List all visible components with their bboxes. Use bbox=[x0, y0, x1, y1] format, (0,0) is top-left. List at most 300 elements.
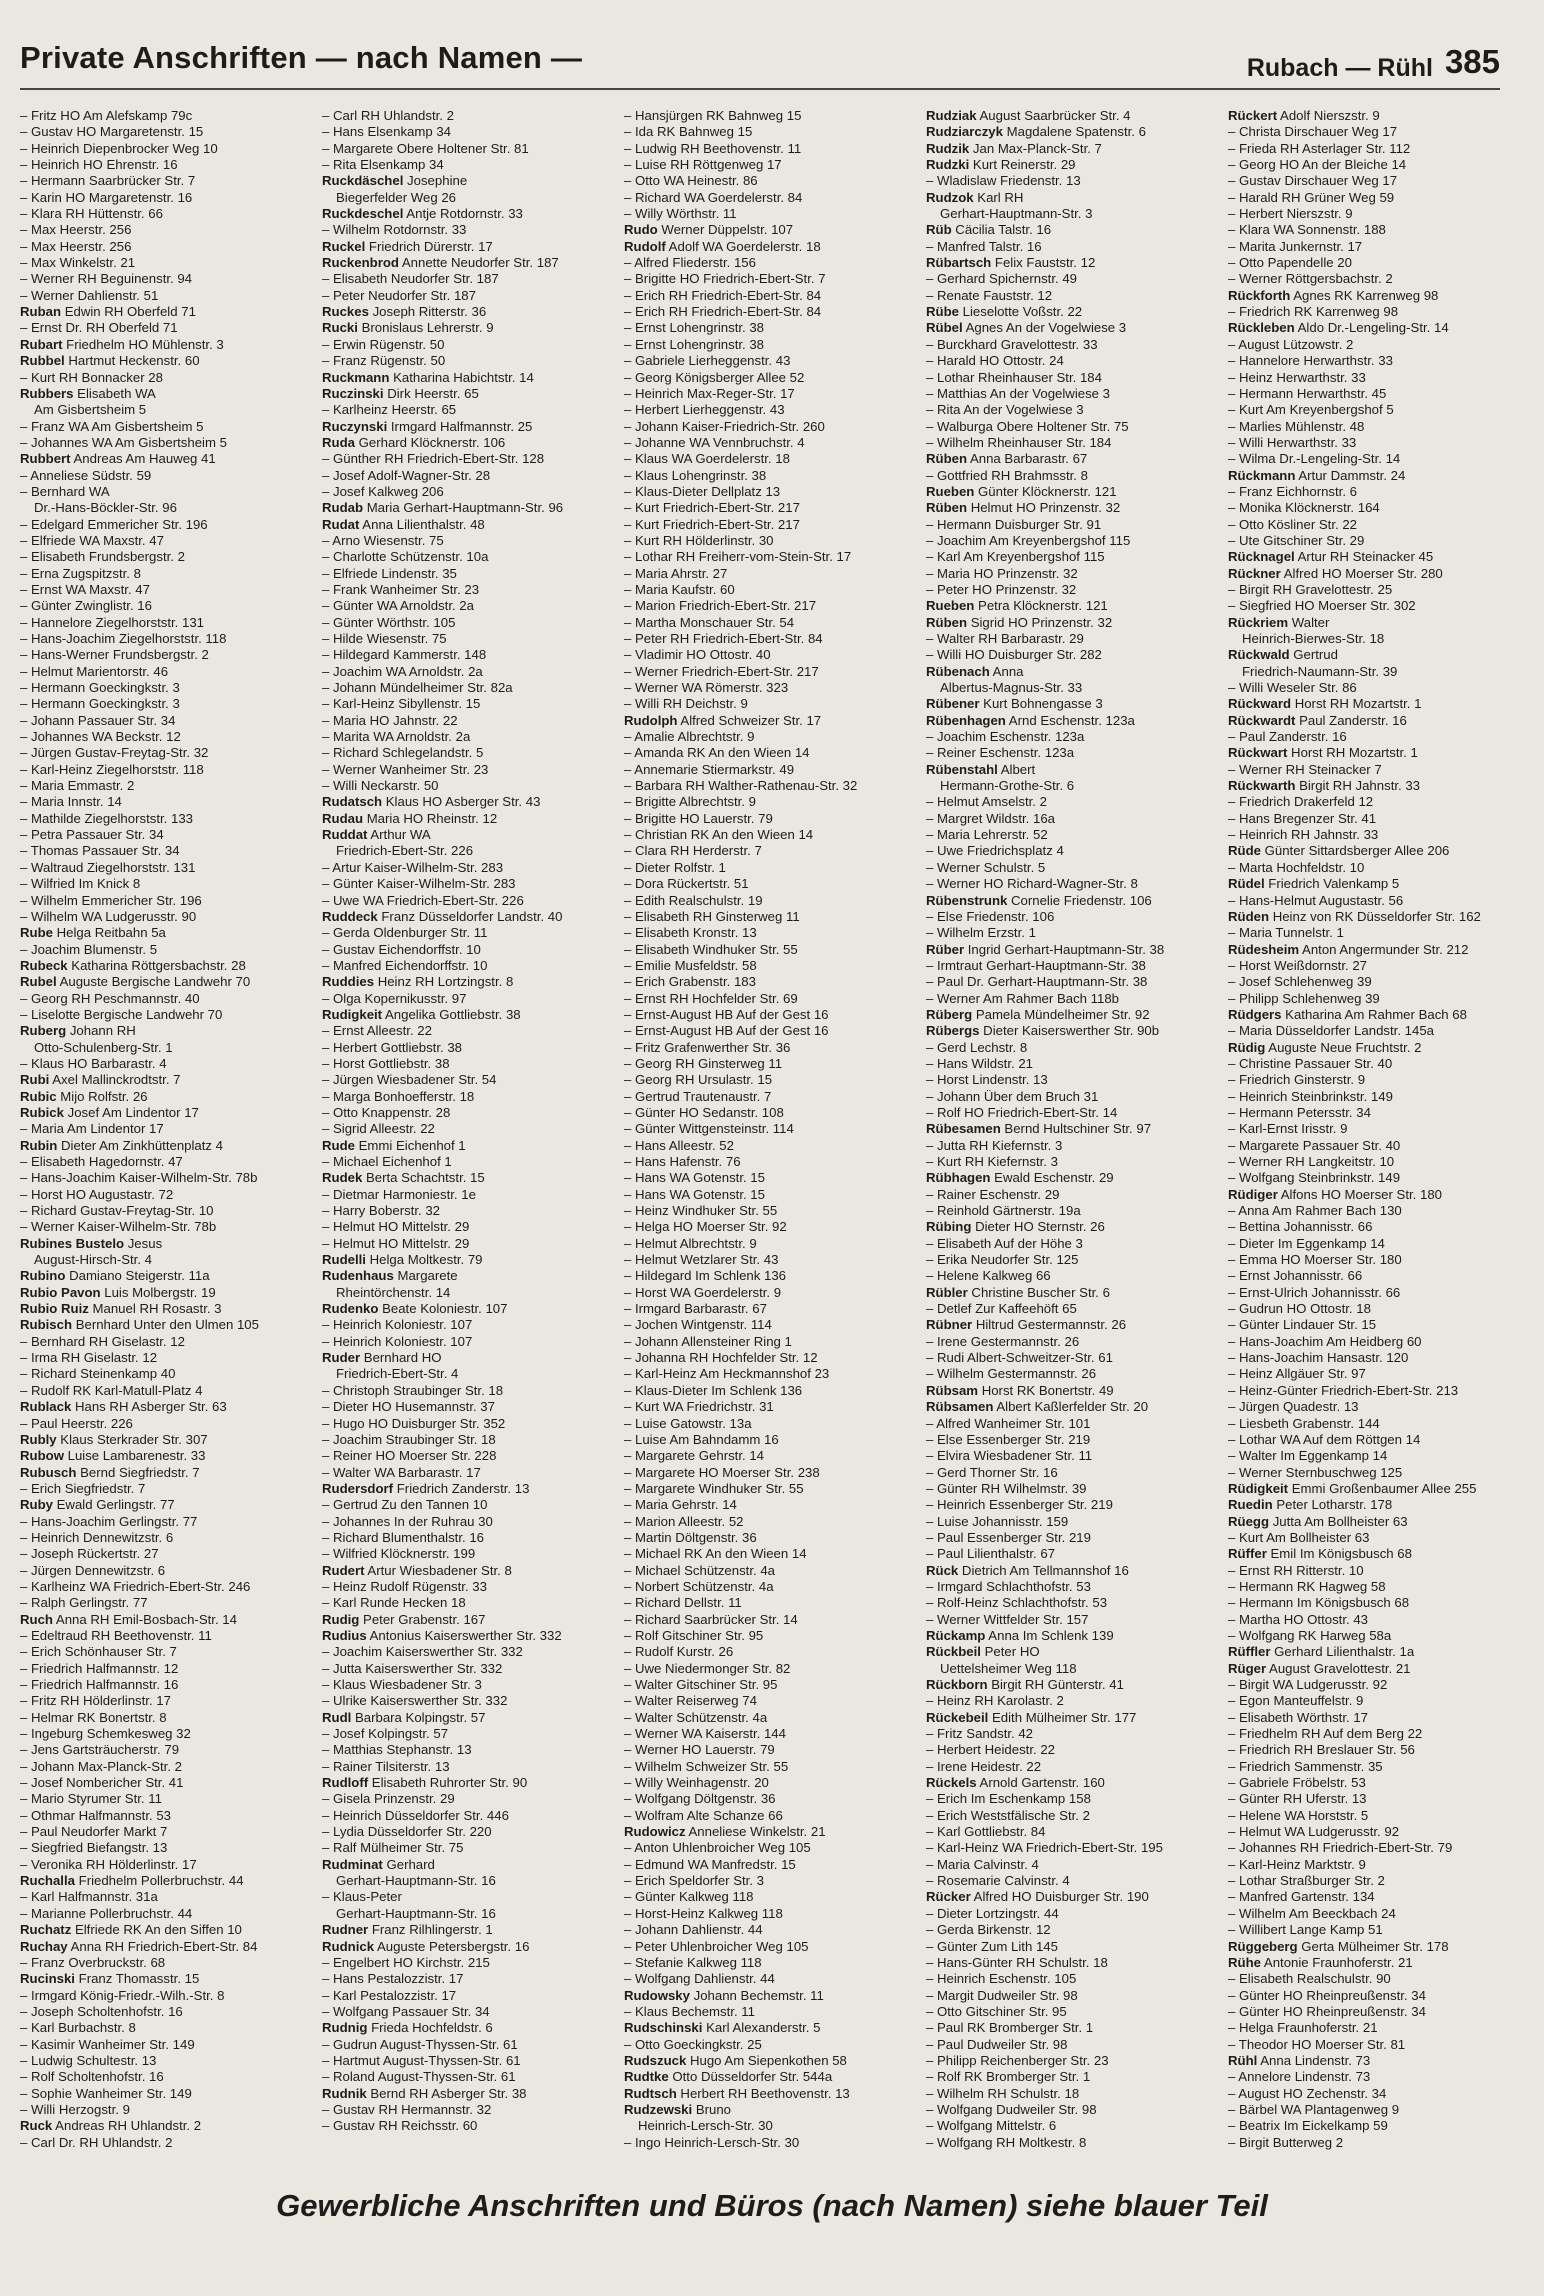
directory-entry: – Wolfgang RK Harweg 58a bbox=[1228, 1628, 1520, 1644]
directory-entry: – Klara WA Sonnenstr. 188 bbox=[1228, 222, 1520, 238]
directory-entry: – Heinrich Koloniestr. 107 bbox=[322, 1334, 614, 1350]
directory-entry: – Willi Herwarthstr. 33 bbox=[1228, 435, 1520, 451]
directory-entry: Ruchalla Friedhelm Pollerbruchstr. 44 bbox=[20, 1873, 244, 1889]
directory-entry: Rückels Arnold Gartenstr. 160 bbox=[926, 1775, 1105, 1791]
directory-entry: Rüben Anna Barbarastr. 67 bbox=[926, 451, 1088, 467]
directory-entry: Otto-Schulenberg-Str. 1 bbox=[34, 1039, 173, 1055]
directory-entry: – Alfred Fliederstr. 156 bbox=[624, 255, 916, 271]
directory-entry: – Brigitte Albrechtstr. 9 bbox=[624, 794, 916, 810]
directory-entry: – Rita An der Vogelwiese 3 bbox=[926, 402, 1218, 418]
directory-entry: Rübsam Horst RK Bonertstr. 49 bbox=[926, 1382, 1114, 1398]
directory-entry: – Margret Wildstr. 16a bbox=[926, 811, 1218, 827]
directory-entry: – Irene Gestermannstr. 26 bbox=[926, 1334, 1218, 1350]
directory-entry: – Matthias An der Vogelwiese 3 bbox=[926, 386, 1218, 402]
directory-entry: – Karl-Heinz Ziegelhorststr. 118 bbox=[20, 762, 312, 778]
directory-entry: – Hans-Joachim Hansastr. 120 bbox=[1228, 1350, 1520, 1366]
header-rule bbox=[20, 88, 1500, 90]
directory-entry: – Erika Neudorfer Str. 125 bbox=[926, 1252, 1218, 1268]
directory-entry: Rubeck Katharina Röttgersbachstr. 28 bbox=[20, 957, 246, 973]
directory-entry: Ruczynski Irmgard Halfmannstr. 25 bbox=[322, 418, 533, 434]
directory-entry: – Wilfried Klöcknerstr. 199 bbox=[322, 1546, 614, 1562]
directory-entry: – Peter RH Friedrich-Ebert-Str. 84 bbox=[624, 631, 916, 647]
directory-entry: Ruban Edwin RH Oberfeld 71 bbox=[20, 304, 196, 320]
directory-entry: Rübartsch Felix Fauststr. 12 bbox=[926, 255, 1096, 271]
directory-entry: – Philipp Reichenberger Str. 23 bbox=[926, 2053, 1218, 2069]
directory-entry: – Hans-Helmut Augustastr. 56 bbox=[1228, 893, 1520, 909]
directory-entry: – Heinrich Eschenstr. 105 bbox=[926, 1971, 1218, 1987]
directory-entry: – Jutta RH Kiefernstr. 3 bbox=[926, 1138, 1218, 1154]
directory-entry: – Norbert Schützenstr. 4a bbox=[624, 1579, 916, 1595]
directory-entry: – Olga Kopernikusstr. 97 bbox=[322, 991, 614, 1007]
directory-entry: – Marion Friedrich-Ebert-Str. 217 bbox=[624, 598, 916, 614]
directory-entry: – Alfred Wanheimer Str. 101 bbox=[926, 1416, 1218, 1432]
directory-entry: Rückborn Birgit RH Günterstr. 41 bbox=[926, 1677, 1124, 1692]
directory-entry: – Bärbel WA Plantagenweg 9 bbox=[1228, 2102, 1520, 2118]
directory-entry: – Walter WA Barbarastr. 17 bbox=[322, 1465, 614, 1481]
directory-entry: – Georg RH Ursulastr. 15 bbox=[624, 1072, 916, 1088]
directory-entry: – Peter Uhlenbroicher Weg 105 bbox=[624, 1939, 916, 1955]
directory-entry: Rudius Antonius Kaiserswerther Str. 332 bbox=[322, 1627, 562, 1643]
directory-entry: Rubick Josef Am Lindentor 17 bbox=[20, 1104, 199, 1120]
directory-entry: – Matthias Stephanstr. 13 bbox=[322, 1742, 614, 1758]
directory-entry: – Friedrich RK Karrenweg 98 bbox=[1228, 304, 1520, 320]
directory-entry: Rudloff Elisabeth Ruhrorter Str. 90 bbox=[322, 1775, 528, 1791]
directory-entry: – Joseph Rückertstr. 27 bbox=[20, 1546, 312, 1562]
directory-entry: – Karl-Heinz Am Heckmannshof 23 bbox=[624, 1366, 916, 1382]
directory-entry: – Wilhelm Gestermannstr. 26 bbox=[926, 1366, 1218, 1382]
directory-entry: – Maria Calvinstr. 4 bbox=[926, 1857, 1218, 1873]
directory-entry: – Josef Kalkweg 206 bbox=[322, 484, 614, 500]
directory-entry: Friedrich-Naumann-Str. 39 bbox=[1242, 663, 1398, 679]
directory-entry: – Günter HO Rheinpreußenstr. 34 bbox=[1228, 1988, 1520, 2004]
directory-entry: – Egon Manteuffelstr. 9 bbox=[1228, 1693, 1520, 1709]
directory-entry: – Marion Alleestr. 52 bbox=[624, 1514, 916, 1530]
directory-entry: – Anneliese Südstr. 59 bbox=[20, 468, 312, 484]
directory-entry: – Roland August-Thyssen-Str. 61 bbox=[322, 2069, 614, 2085]
directory-entry: Rückforth Agnes RK Karrenweg 98 bbox=[1228, 287, 1439, 303]
directory-entry: – Gottfried RH Brahmsstr. 8 bbox=[926, 468, 1218, 484]
directory-entry: – Josef Schlehenweg 39 bbox=[1228, 974, 1520, 990]
directory-entry: – Günter RH Uferstr. 13 bbox=[1228, 1791, 1520, 1807]
directory-entry: – Dieter Im Eggenkamp 14 bbox=[1228, 1236, 1520, 1252]
directory-entry: – Philipp Schlehenweg 39 bbox=[1228, 991, 1520, 1007]
directory-entry: – Veronika RH Hölderlinstr. 17 bbox=[20, 1857, 312, 1873]
directory-entry: – Friedrich Ginsterstr. 9 bbox=[1228, 1072, 1520, 1088]
directory-entry: – Hans-Joachim Ziegelhorststr. 118 bbox=[20, 631, 312, 647]
directory-entry: Rückwarth Birgit RH Jahnstr. 33 bbox=[1228, 778, 1421, 794]
directory-entry: – Herbert Nierszstr. 9 bbox=[1228, 206, 1520, 222]
directory-entry: Rudnig Frieda Hochfeldstr. 6 bbox=[322, 2020, 493, 2036]
directory-entry: – Frank Wanheimer Str. 23 bbox=[322, 582, 614, 598]
directory-entry: – Dietmar Harmoniestr. 1e bbox=[322, 1187, 614, 1203]
directory-entry: – Elisabeth Kronstr. 13 bbox=[624, 925, 916, 941]
directory-entry: – Harald HO Ottostr. 24 bbox=[926, 353, 1218, 369]
directory-entry: Rubbel Hartmut Heckenstr. 60 bbox=[20, 353, 200, 369]
directory-entry: Ruckel Friedrich Dürerstr. 17 bbox=[322, 238, 493, 254]
directory-entry: – Liesbeth Grabenstr. 144 bbox=[1228, 1416, 1520, 1432]
directory-entry: – Gerda Birkenstr. 12 bbox=[926, 1922, 1218, 1938]
name-range: Rubach — Rühl bbox=[1246, 54, 1433, 82]
page-range bbox=[1246, 43, 1500, 84]
directory-entry: – Ernst Dr. RH Oberfeld 71 bbox=[20, 320, 312, 336]
directory-entry: – Helmut HO Mittelstr. 29 bbox=[322, 1236, 614, 1252]
directory-entry: – Gudrun August-Thyssen-Str. 61 bbox=[322, 2037, 614, 2053]
directory-entry: – Klaus-Peter bbox=[322, 1889, 614, 1905]
directory-entry: Rudek Berta Schachtstr. 15 bbox=[322, 1170, 485, 1186]
directory-entry: Ruddeck Franz Düsseldorfer Landstr. 40 bbox=[322, 908, 563, 924]
directory-entry: Hermann-Grothe-Str. 6 bbox=[940, 778, 1075, 794]
directory-entry: Rudszuck Hugo Am Siepenkothen 58 bbox=[624, 2052, 847, 2068]
directory-entry: – Werner RH Langkeitstr. 10 bbox=[1228, 1154, 1520, 1170]
directory-entry: Rubow Luise Lambarenestr. 33 bbox=[20, 1448, 206, 1464]
directory-entry: – Dora Rückertstr. 51 bbox=[624, 876, 916, 892]
directory-entry: – Günter Zum Lith 145 bbox=[926, 1939, 1218, 1955]
directory-entry: – Helmar RK Bonertstr. 8 bbox=[20, 1710, 312, 1726]
directory-entry: Dr.-Hans-Böckler-Str. 96 bbox=[34, 500, 177, 516]
directory-entry: – Michael Eichenhof 1 bbox=[322, 1154, 614, 1170]
directory-entry: – Marianne Pollerbruchstr. 44 bbox=[20, 1906, 312, 1922]
directory-entry: Rüdig Auguste Neue Fruchtstr. 2 bbox=[1228, 1039, 1422, 1055]
directory-entry: Rudolf Adolf WA Goerdelerstr. 18 bbox=[624, 238, 821, 254]
directory-columns bbox=[20, 108, 1510, 2150]
directory-entry: – Paul Dr. Gerhart-Hauptmann-Str. 38 bbox=[926, 974, 1218, 990]
directory-entry: – Monika Klöcknerstr. 164 bbox=[1228, 500, 1520, 516]
directory-entry: Rudowsky Johann Bechemstr. 11 bbox=[624, 1987, 824, 2003]
directory-entry: – Rolf-Heinz Schlachthofstr. 53 bbox=[926, 1595, 1218, 1611]
directory-entry: – Carl Dr. RH Uhlandstr. 2 bbox=[20, 2135, 312, 2151]
directory-entry: – Klaus Wiesbadener Str. 3 bbox=[322, 1677, 614, 1693]
directory-entry: – Clara RH Herderstr. 7 bbox=[624, 843, 916, 859]
directory-entry: – Else Essenberger Str. 219 bbox=[926, 1432, 1218, 1448]
directory-entry: – Wilfried Im Knick 8 bbox=[20, 876, 312, 892]
directory-entry: – Erwin Rügenstr. 50 bbox=[322, 337, 614, 353]
directory-entry: – Mario Styrumer Str. 11 bbox=[20, 1791, 312, 1807]
directory-entry: Rübsamen Albert Kaßlerfelder Str. 20 bbox=[926, 1399, 1149, 1415]
directory-entry: – Mathilde Ziegelhorststr. 133 bbox=[20, 811, 312, 827]
directory-entry: – Elisabeth Hagedornstr. 47 bbox=[20, 1154, 312, 1170]
column-3 bbox=[624, 108, 916, 2150]
directory-entry: Rühl Anna Lindenstr. 73 bbox=[1228, 2052, 1371, 2068]
directory-entry: – Herbert Heidestr. 22 bbox=[926, 1742, 1218, 1758]
directory-entry: – Hans-Joachim Am Heidberg 60 bbox=[1228, 1334, 1520, 1350]
directory-entry: – Renate Fauststr. 12 bbox=[926, 288, 1218, 304]
directory-entry: – Friedrich Sammenstr. 35 bbox=[1228, 1759, 1520, 1775]
directory-entry: – Heinrich RH Jahnstr. 33 bbox=[1228, 827, 1520, 843]
directory-entry: – Werner WA Kaiserstr. 144 bbox=[624, 1726, 916, 1742]
directory-entry: – Wilma Dr.-Lengeling-Str. 14 bbox=[1228, 451, 1520, 467]
directory-entry: – Ernst RH Ritterstr. 10 bbox=[1228, 1563, 1520, 1579]
directory-entry: – Rosemarie Calvinstr. 4 bbox=[926, 1873, 1218, 1889]
directory-entry: – Willi Weseler Str. 86 bbox=[1228, 680, 1520, 696]
directory-entry: Rubio Pavon Luis Molbergstr. 19 bbox=[20, 1284, 216, 1300]
directory-entry: – Maria Kaufstr. 60 bbox=[624, 582, 916, 598]
directory-entry: – Paul Neudorfer Markt 7 bbox=[20, 1824, 312, 1840]
directory-entry: – Johann Max-Planck-Str. 2 bbox=[20, 1759, 312, 1775]
directory-entry: – Horst Lindenstr. 13 bbox=[926, 1072, 1218, 1088]
directory-entry: – Horst WA Goerdelerstr. 9 bbox=[624, 1285, 916, 1301]
directory-entry: – Erich Weststfälische Str. 2 bbox=[926, 1808, 1218, 1824]
directory-entry: Rube Helga Reitbahn 5a bbox=[20, 925, 166, 941]
directory-entry: Rücknagel Artur RH Steinacker 45 bbox=[1228, 549, 1434, 565]
directory-entry: – Detlef Zur Kaffeehöft 65 bbox=[926, 1301, 1218, 1317]
directory-entry: Rudab Maria Gerhart-Hauptmann-Str. 96 bbox=[322, 500, 564, 516]
directory-entry: – Karl Am Kreyenbergshof 115 bbox=[926, 549, 1218, 565]
directory-entry: – Paul Essenberger Str. 219 bbox=[926, 1530, 1218, 1546]
directory-entry: – Sigrid Alleestr. 22 bbox=[322, 1121, 614, 1137]
directory-entry: – Irmgard Barbarastr. 67 bbox=[624, 1301, 916, 1317]
directory-entry: – Hermann Petersstr. 34 bbox=[1228, 1105, 1520, 1121]
directory-entry: – Ernst-Ulrich Johannisstr. 66 bbox=[1228, 1285, 1520, 1301]
directory-entry: Rudersdorf Friedrich Zanderstr. 13 bbox=[322, 1480, 530, 1496]
directory-entry: – Werner Am Rahmer Bach 118b bbox=[926, 991, 1218, 1007]
directory-entry: – Lothar Rheinhauser Str. 184 bbox=[926, 370, 1218, 386]
directory-entry: – Werner RH Beguinenstr. 94 bbox=[20, 271, 312, 287]
directory-entry: – Karl Pestalozzistr. 17 bbox=[322, 1988, 614, 2004]
directory-entry: Ruddies Heinz RH Lortzingstr. 8 bbox=[322, 974, 514, 990]
directory-entry: – Maria Ahrstr. 27 bbox=[624, 566, 916, 582]
directory-entry: – Anton Uhlenbroicher Weg 105 bbox=[624, 1840, 916, 1856]
directory-entry: – Irmgard König-Friedr.-Wilh.-Str. 8 bbox=[20, 1988, 312, 2004]
directory-entry: – Hermann Goeckingkstr. 3 bbox=[20, 696, 312, 712]
directory-entry: – Hilde Wiesenstr. 75 bbox=[322, 631, 614, 647]
directory-entry: – Emma HO Moerser Str. 180 bbox=[1228, 1252, 1520, 1268]
directory-entry: – Johannes WA Beckstr. 12 bbox=[20, 729, 312, 745]
directory-entry: Rublack Hans RH Asberger Str. 63 bbox=[20, 1399, 227, 1415]
directory-entry: – Heinrich Steinbrinkstr. 149 bbox=[1228, 1089, 1520, 1105]
directory-entry: Rüdigkeit Emmi Großenbaumer Allee 255 bbox=[1228, 1480, 1477, 1496]
directory-entry: – Klara RH Hüttenstr. 66 bbox=[20, 206, 312, 222]
directory-entry: Rubly Klaus Sterkrader Str. 307 bbox=[20, 1431, 208, 1447]
directory-entry: – Heinrich Koloniestr. 107 bbox=[322, 1317, 614, 1333]
directory-entry: – Rita Elsenkamp 34 bbox=[322, 157, 614, 173]
directory-entry: – Erich RH Friedrich-Ebert-Str. 84 bbox=[624, 304, 916, 320]
directory-entry: – Hans Elsenkamp 34 bbox=[322, 124, 614, 140]
directory-entry: – Jürgen Gustav-Freytag-Str. 32 bbox=[20, 745, 312, 761]
directory-entry: Ruchay Anna RH Friedrich-Ebert-Str. 84 bbox=[20, 1938, 258, 1954]
directory-entry: – Kurt Am Bollheister 63 bbox=[1228, 1530, 1520, 1546]
directory-entry: – Wolfgang RH Moltkestr. 8 bbox=[926, 2135, 1218, 2151]
directory-entry: – Bettina Johannisstr. 66 bbox=[1228, 1219, 1520, 1235]
directory-entry: Rüger August Gravelottestr. 21 bbox=[1228, 1660, 1411, 1676]
directory-entry: – Max Heerstr. 256 bbox=[20, 222, 312, 238]
directory-entry: – Otto Gitschiner Str. 95 bbox=[926, 2004, 1218, 2020]
directory-entry: – Waltraud Ziegelhorststr. 131 bbox=[20, 860, 312, 876]
directory-entry: Rüberg Pamela Mündelheimer Str. 92 bbox=[926, 1006, 1150, 1022]
directory-entry: – Rainer Tilsiterstr. 13 bbox=[322, 1759, 614, 1775]
directory-entry: Rubart Friedhelm HO Mühlenstr. 3 bbox=[20, 336, 224, 352]
directory-entry: – Emilie Musfeldstr. 58 bbox=[624, 958, 916, 974]
directory-entry: – Irma RH Giselastr. 12 bbox=[20, 1350, 312, 1366]
directory-entry: – Erich Speldorfer Str. 3 bbox=[624, 1873, 916, 1889]
column-1 bbox=[20, 108, 312, 2150]
directory-entry: – Maria HO Jahnstr. 22 bbox=[322, 713, 614, 729]
directory-entry: – Uwe WA Friedrich-Ebert-Str. 226 bbox=[322, 893, 614, 909]
directory-entry: – Hans-Joachim Kaiser-Wilhelm-Str. 78b bbox=[20, 1170, 312, 1186]
directory-entry: – Willy Weinhagenstr. 20 bbox=[624, 1775, 916, 1791]
directory-entry: – Gabriele Fröbelstr. 53 bbox=[1228, 1775, 1520, 1791]
directory-entry: – Johannes WA Am Gisbertsheim 5 bbox=[20, 435, 312, 451]
directory-entry: – Peter Neudorfer Str. 187 bbox=[322, 288, 614, 304]
directory-entry: – Wolfgang Dahlienstr. 44 bbox=[624, 1971, 916, 1987]
directory-entry: – Walter RH Barbarastr. 29 bbox=[926, 631, 1218, 647]
directory-entry: – Heinz Herwarthstr. 33 bbox=[1228, 370, 1520, 386]
directory-entry: – Ludwig Schultestr. 13 bbox=[20, 2053, 312, 2069]
directory-entry: – Kurt WA Friedrichstr. 31 bbox=[624, 1399, 916, 1415]
directory-entry: Rueben Petra Klöcknerstr. 121 bbox=[926, 598, 1108, 614]
directory-entry: Rückner Alfred HO Moerser Str. 280 bbox=[1228, 565, 1443, 581]
directory-entry: – Willi Neckarstr. 50 bbox=[322, 778, 614, 794]
directory-entry: – Irene Heidestr. 22 bbox=[926, 1759, 1218, 1775]
directory-entry: – Hartmut August-Thyssen-Str. 61 bbox=[322, 2053, 614, 2069]
directory-entry: Rückmann Artur Dammstr. 24 bbox=[1228, 467, 1406, 483]
directory-entry: – Maria HO Prinzenstr. 32 bbox=[926, 566, 1218, 582]
column-5 bbox=[1228, 108, 1520, 2150]
directory-entry: Rübenstahl Albert bbox=[926, 761, 1036, 777]
directory-entry: – Hildegard Im Schlenk 136 bbox=[624, 1268, 916, 1284]
directory-entry: Ruckmann Katharina Habichtstr. 14 bbox=[322, 369, 534, 385]
directory-entry: – Ute Gitschiner Str. 29 bbox=[1228, 533, 1520, 549]
directory-entry: – Karlheinz WA Friedrich-Ebert-Str. 246 bbox=[20, 1579, 312, 1595]
directory-entry: Ruddat Arthur WA bbox=[322, 827, 431, 843]
directory-entry: – Manfred Eichendorffstr. 10 bbox=[322, 958, 614, 974]
directory-entry: – Michael RK An den Wieen 14 bbox=[624, 1546, 916, 1562]
directory-entry: – Irmgard Schlachthofstr. 53 bbox=[926, 1579, 1218, 1595]
directory-entry: – Otto Goeckingkstr. 25 bbox=[624, 2037, 916, 2053]
directory-entry: – Fritz HO Am Alefskamp 79c bbox=[20, 108, 312, 124]
directory-entry: – Johann Dahlienstr. 44 bbox=[624, 1922, 916, 1938]
directory-entry: Rubi Axel Mallinckrodtstr. 7 bbox=[20, 1072, 181, 1088]
directory-entry: Rüffer Emil Im Königsbusch 68 bbox=[1228, 1546, 1412, 1562]
directory-entry: Rudau Maria HO Rheinstr. 12 bbox=[322, 810, 498, 826]
directory-entry: Rudert Artur Wiesbadener Str. 8 bbox=[322, 1562, 512, 1578]
directory-entry: – Joachim Am Kreyenbergshof 115 bbox=[926, 533, 1218, 549]
directory-entry: Rudzki Kurt Reinerstr. 29 bbox=[926, 157, 1076, 173]
directory-entry: – Siegfried Biefangstr. 13 bbox=[20, 1840, 312, 1856]
directory-entry: – Gustav HO Margaretenstr. 15 bbox=[20, 124, 312, 140]
directory-entry: Uettelsheimer Weg 118 bbox=[940, 1660, 1077, 1676]
directory-entry: – Elfriede Lindenstr. 35 bbox=[322, 566, 614, 582]
directory-entry: Rude Emmi Eichenhof 1 bbox=[322, 1137, 466, 1153]
directory-entry: – Ernst-August HB Auf der Gest 16 bbox=[624, 1007, 916, 1023]
directory-entry: – Joseph Scholtenhofstr. 16 bbox=[20, 2004, 312, 2020]
directory-entry: – Ralf Mülheimer Str. 75 bbox=[322, 1840, 614, 1856]
directory-entry: – Christa Dirschauer Weg 17 bbox=[1228, 124, 1520, 140]
directory-entry: – Gertrud Trautenaustr. 7 bbox=[624, 1089, 916, 1105]
directory-entry: – Jochen Wintgenstr. 114 bbox=[624, 1317, 916, 1333]
directory-entry: – Edith Realschulstr. 19 bbox=[624, 893, 916, 909]
directory-entry: Rubio Ruiz Manuel RH Rosastr. 3 bbox=[20, 1301, 222, 1317]
directory-entry: – Luise Am Bahndamm 16 bbox=[624, 1432, 916, 1448]
directory-entry: Rückwardt Paul Zanderstr. 16 bbox=[1228, 712, 1407, 728]
directory-entry: – Günter HO Sedanstr. 108 bbox=[624, 1105, 916, 1121]
directory-entry: – Willy Wörthstr. 11 bbox=[624, 206, 916, 222]
directory-entry: – Werner HO Richard-Wagner-Str. 8 bbox=[926, 876, 1218, 892]
directory-entry: – Elisabeth Neudorfer Str. 187 bbox=[322, 271, 614, 287]
directory-entry: – Peter HO Prinzenstr. 32 bbox=[926, 582, 1218, 598]
directory-entry: – Jürgen Dennewitzstr. 6 bbox=[20, 1563, 312, 1579]
directory-entry: – Marga Bonhoefferstr. 18 bbox=[322, 1089, 614, 1105]
directory-entry: – Werner RH Steinacker 7 bbox=[1228, 762, 1520, 778]
directory-entry: – Karl-Heinz WA Friedrich-Ebert-Str. 195 bbox=[926, 1840, 1218, 1856]
directory-entry: – Rainer Eschenstr. 29 bbox=[926, 1187, 1218, 1203]
directory-entry: – Hans WA Gotenstr. 15 bbox=[624, 1187, 916, 1203]
directory-entry: Rüggeberg Gerta Mülheimer Str. 178 bbox=[1228, 1938, 1449, 1954]
directory-entry: Rudenko Beate Koloniestr. 107 bbox=[322, 1301, 508, 1317]
directory-entry: – Kurt RH Hölderlinstr. 30 bbox=[624, 533, 916, 549]
directory-entry: – Beatrix Im Eickelkamp 59 bbox=[1228, 2118, 1520, 2134]
directory-entry: – Klaus Bechemstr. 11 bbox=[624, 2004, 916, 2020]
directory-entry: Rücker Alfred HO Duisburger Str. 190 bbox=[926, 1889, 1149, 1905]
directory-entry: – Heinrich Düsseldorfer Str. 446 bbox=[322, 1808, 614, 1824]
directory-entry: – Gerd Thorner Str. 16 bbox=[926, 1465, 1218, 1481]
directory-entry: – Max Winkelstr. 21 bbox=[20, 255, 312, 271]
directory-entry: – Franz Rügenstr. 50 bbox=[322, 353, 614, 369]
directory-entry: Rübergs Dieter Kaiserswerther Str. 90b bbox=[926, 1023, 1160, 1039]
directory-entry: Gerhart-Hauptmann-Str. 3 bbox=[940, 206, 1093, 222]
directory-entry: – Horst Weißdornstr. 27 bbox=[1228, 958, 1520, 974]
directory-entry: – Werner Schulstr. 5 bbox=[926, 860, 1218, 876]
directory-entry: – Martha Monschauer Str. 54 bbox=[624, 615, 916, 631]
directory-entry: – Johanne WA Vennbruchstr. 4 bbox=[624, 435, 916, 451]
directory-entry: Rubusch Bernd Siegfriedstr. 7 bbox=[20, 1464, 200, 1480]
directory-entry: – Richard Saarbrücker Str. 14 bbox=[624, 1612, 916, 1628]
directory-entry: Rübhagen Ewald Eschenstr. 29 bbox=[926, 1170, 1114, 1186]
directory-entry: – Martin Döltgenstr. 36 bbox=[624, 1530, 916, 1546]
directory-entry: – Hugo HO Duisburger Str. 352 bbox=[322, 1416, 614, 1432]
directory-entry: – Erich Schönhauser Str. 7 bbox=[20, 1644, 312, 1660]
directory-entry: – Harald RH Grüner Weg 59 bbox=[1228, 190, 1520, 206]
directory-entry: Rudzik Jan Max-Planck-Str. 7 bbox=[926, 140, 1102, 156]
directory-entry: – Lothar WA Auf dem Röttgen 14 bbox=[1228, 1432, 1520, 1448]
directory-entry: Rückwald Gertrud bbox=[1228, 647, 1338, 663]
directory-entry: – Hans Wildstr. 21 bbox=[926, 1056, 1218, 1072]
directory-entry: Rückamp Anna Im Schlenk 139 bbox=[926, 1627, 1114, 1643]
directory-entry: – Othmar Halfmannstr. 53 bbox=[20, 1808, 312, 1824]
directory-entry: – Rudi Albert-Schweitzer-Str. 61 bbox=[926, 1350, 1218, 1366]
directory-entry: – Joachim WA Arnoldstr. 2a bbox=[322, 664, 614, 680]
directory-entry: Rüden Heinz von RK Düsseldorfer Str. 162 bbox=[1228, 908, 1481, 924]
directory-entry: Rüben Helmut HO Prinzenstr. 32 bbox=[926, 500, 1121, 516]
directory-entry: – Klaus-Dieter Im Schlenk 136 bbox=[624, 1383, 916, 1399]
directory-entry: Rübener Kurt Bohnengasse 3 bbox=[926, 696, 1103, 712]
directory-entry: – Kurt Friedrich-Ebert-Str. 217 bbox=[624, 500, 916, 516]
directory-entry: – Amanda RK An den Wieen 14 bbox=[624, 745, 916, 761]
directory-entry: Ruck Andreas RH Uhlandstr. 2 bbox=[20, 2118, 202, 2134]
directory-entry: – Helga HO Moerser Str. 92 bbox=[624, 1219, 916, 1235]
directory-entry: – Joachim Kaiserswerther Str. 332 bbox=[322, 1644, 614, 1660]
directory-entry: Albertus-Magnus-Str. 33 bbox=[940, 680, 1083, 696]
directory-entry: – Edelgard Emmericher Str. 196 bbox=[20, 517, 312, 533]
directory-entry: Rübenach Anna bbox=[926, 663, 1024, 679]
directory-entry: Rudner Franz Rilhlingerstr. 1 bbox=[322, 1922, 493, 1938]
directory-entry: – Hermann Duisburger Str. 91 bbox=[926, 517, 1218, 533]
directory-entry: Heinrich-Bierwes-Str. 18 bbox=[1242, 631, 1385, 646]
directory-entry: Ruedin Peter Lotharstr. 178 bbox=[1228, 1497, 1393, 1513]
directory-entry: – Irmtraut Gerhart-Hauptmann-Str. 38 bbox=[926, 958, 1218, 974]
directory-entry: – Günter HO Rheinpreußenstr. 34 bbox=[1228, 2004, 1520, 2020]
directory-entry: – Barbara RH Walther-Rathenau-Str. 32 bbox=[624, 778, 916, 794]
directory-entry: Rückward Horst RH Mozartstr. 1 bbox=[1228, 696, 1422, 712]
directory-entry: – Liselotte Bergische Landwehr 70 bbox=[20, 1007, 312, 1023]
directory-entry: – Maria Emmastr. 2 bbox=[20, 778, 312, 794]
directory-entry: Rückbeil Peter HO bbox=[926, 1644, 1040, 1660]
directory-entry: – Helmut Wetzlarer Str. 43 bbox=[624, 1252, 916, 1268]
directory-entry: – Richard Gustav-Freytag-Str. 10 bbox=[20, 1203, 312, 1219]
directory-entry: – Hermann RK Hagweg 58 bbox=[1228, 1579, 1520, 1595]
directory-entry: – Birgit Butterweg 2 bbox=[1228, 2135, 1520, 2151]
directory-entry: – Friedrich RH Breslauer Str. 56 bbox=[1228, 1742, 1520, 1758]
directory-entry: Ruckes Joseph Ritterstr. 36 bbox=[322, 304, 487, 320]
